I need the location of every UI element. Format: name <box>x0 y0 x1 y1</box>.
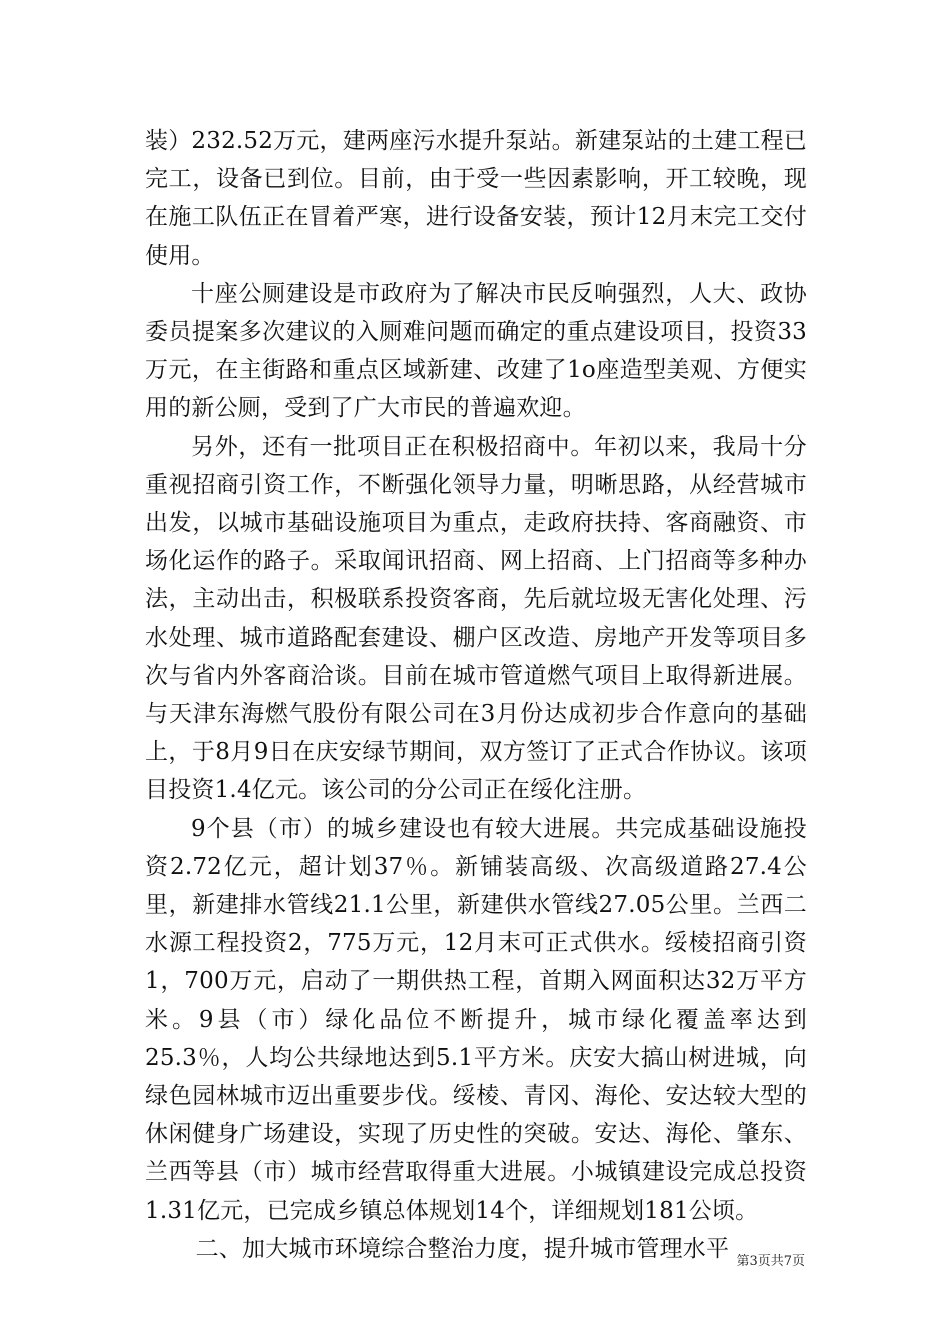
paragraph-1: 装）232.52万元，建两座污水提升泵站。新建泵站的土建工程已完工，设备已到位。目前，由于受一些因素影响，开工较晚，现在施工队伍正在冒着严寒，进行设备安装，预计12月末完工交付使用。 <box>145 128 807 269</box>
page-number-footer: 第3页共7页 <box>736 1254 805 1269</box>
paragraph-4: 9个县（市）的城乡建设也有较大进展。共完成基础设施投资2.72亿元，超计划37％。新铺装高级、次高级道路27.4公里，新建排水管线21.1公里，新建供水管线27.05公里。兰西二水源工程投资2，775万元，12月末可正式供水。绥棱招商引资1，700万元，启动了一期供热工程，首期入网面积达32万平方米。9县（市）绿化品位不断提升，城市绿化覆盖率达到25.3％，人均公共绿地达到5.1平方米。庆安大搞山树进城，向绿色园林城市迈出重要步伐。绥棱、青冈、海伦、安达较大型的休闲健身广场建设，实现了历史性的突破。安达、海伦、肇东、兰西等县（市）城市经营取得重大进展。小城镇建设完成总投资1.31亿元，已完成乡镇总体规划14个，详细规划181公顷。 <box>145 815 807 1224</box>
paragraph-2: 十座公厕建设是市政府为了解决市民反响强烈，人大、政协委员提案多次建议的入厕难问题而确定的重点建设项目，投资33万元，在主街路和重点区域新建、改建了1o座造型美观、方便实用的新公厕，受到了广大市民的普遍欢迎。 <box>145 280 807 422</box>
paragraph-3: 另外，还有一批项目正在积极招商中。年初以来，我局十分重视招商引资工作，不断强化领导力量，明晰思路，从经营城市出发，以城市基础设施项目为重点，走政府扶持、客商融资、市场化运作的路子。采取闻讯招商、网上招商、上门招商等多种办法，主动出击，积极联系投资客商，先后就垃圾无害化处理、污水处理、城市道路配套建设、棚户区改造、房地产开发等项目多次与省内外客商洽谈。目前在城市管道燃气项目上取得新进展。与天津东海燃气股份有限公司在3月份达成初步合作意向的基础上，于8月9日在庆安绿节期间，双方签订了正式合作协议。该项目投资1.4亿元。该公司的分公司正在绥化注册。 <box>145 433 807 804</box>
document-body <box>145 122 807 1268</box>
section-heading: 二、加大城市环境综合整治力度，提升城市管理水平 <box>195 1235 730 1262</box>
